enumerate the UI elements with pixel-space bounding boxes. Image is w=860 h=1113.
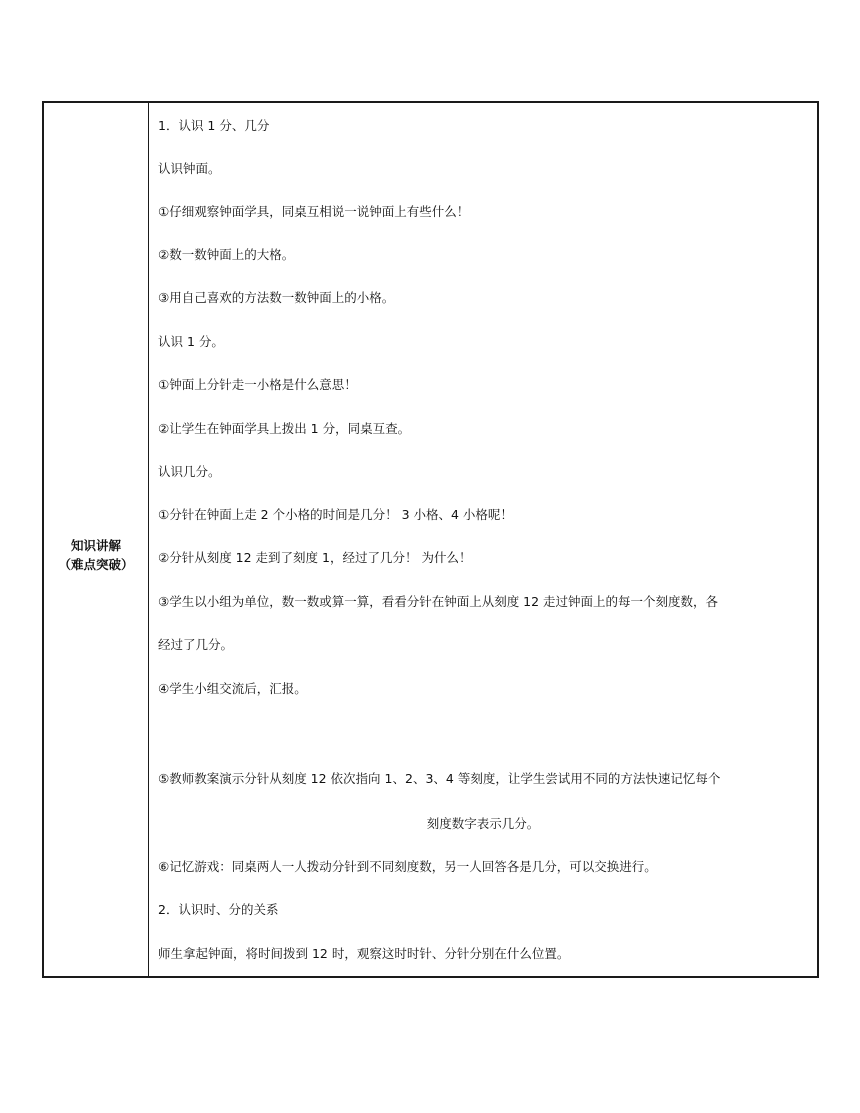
section-heading-2: 2．认识时、分的关系: [158, 902, 279, 917]
subheading-clock-face: 认识钟面。: [158, 161, 221, 176]
section-heading-1: 1．认识 1 分、几分: [158, 118, 270, 133]
row-label-line-2: （难点突破）: [58, 556, 134, 572]
content-line: ①分针在钟面上走 2 个小格的时间是几分！ 3 小格、4 小格呢！: [158, 507, 513, 522]
content-line: 师生拿起钟面，将时间拨到 12 时，观察这时时针、分针分别在什么位置。: [158, 946, 570, 961]
content-line-continued-centered: 刻度数字表示几分。: [426, 816, 540, 831]
content-line: ③用自己喜欢的方法数一数钟面上的小格。: [158, 290, 395, 305]
subheading-one-minute: 认识 1 分。: [158, 334, 224, 349]
content-cell: [149, 103, 817, 976]
content-line: ③学生以小组为单位，数一数或算一算，看看分针在钟面上从刻度 12 走过钟面上的每一个刻度数，各: [158, 594, 719, 609]
content-line: ⑥记忆游戏：同桌两人一人拨动分针到不同刻度数，另一人回答各是几分，可以交换进行。: [158, 859, 657, 874]
content-line: ①仔细观察钟面学具，同桌互相说一说钟面上有些什么！: [158, 204, 470, 219]
content-line-continued: 经过了几分。: [158, 637, 234, 652]
lesson-table: [42, 101, 819, 978]
content-line: ①钟面上分针走一小格是什么意思！: [158, 377, 357, 392]
row-label-cell: [44, 103, 149, 976]
content-line: ②数一数钟面上的大格。: [158, 247, 295, 262]
row-label-line-1: 知识讲解: [70, 537, 121, 553]
content-line: ②让学生在钟面学具上拨出 1 分，同桌互查。: [158, 421, 411, 436]
content-line: ④学生小组交流后，汇报。: [158, 681, 307, 696]
subheading-several-minutes: 认识几分。: [158, 464, 221, 479]
content-line: ②分针从刻度 12 走到了刻度 1，经过了几分！ 为什么！: [158, 550, 472, 565]
content-line: ⑤教师教案演示分针从刻度 12 依次指向 1、2、3、4 等刻度，让学生尝试用不同的方法快速记忆每个: [158, 771, 721, 786]
